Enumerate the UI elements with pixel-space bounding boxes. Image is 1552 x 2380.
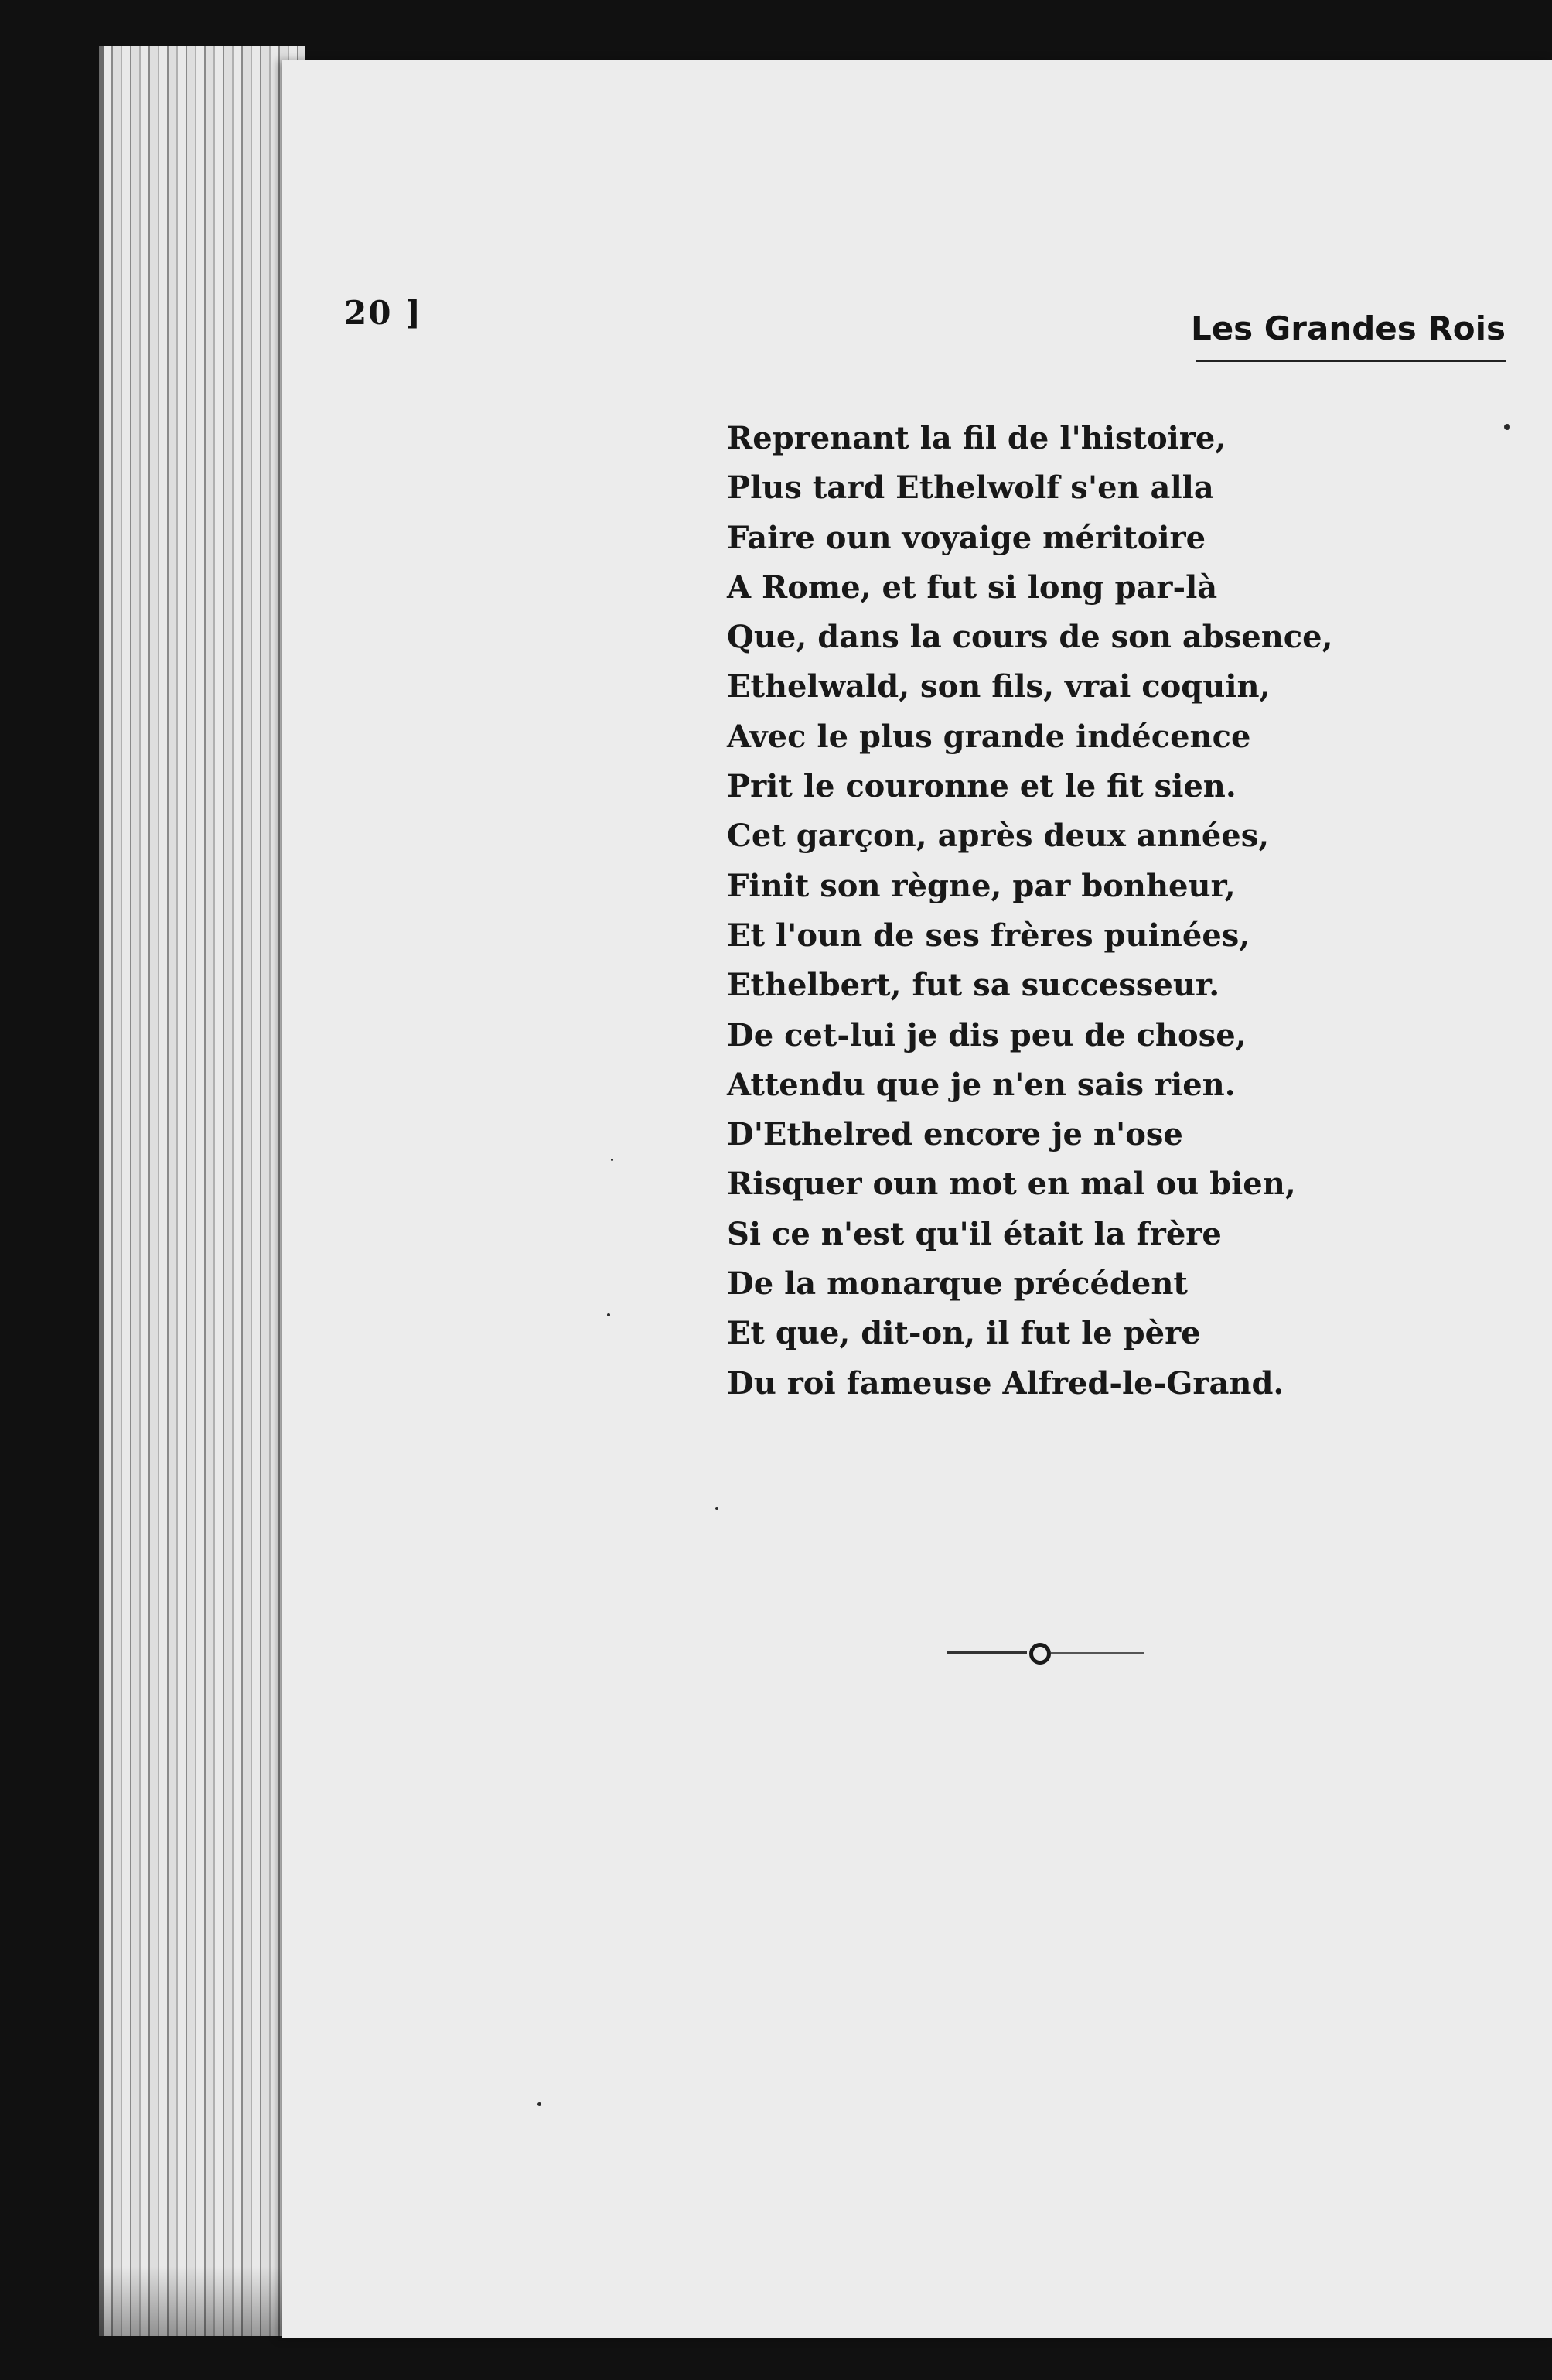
page-number: 20 ] bbox=[344, 294, 422, 332]
poem-line: Que, dans la cours de son absence, bbox=[727, 619, 1333, 656]
poem-line: Faire oun voyaige méritoire bbox=[727, 519, 1206, 556]
poem-line: Reprenant la fil de l'histoire, bbox=[727, 420, 1226, 456]
poem-text bbox=[727, 414, 1333, 1409]
poem-line: Attendu que je n'en sais rien. bbox=[727, 1066, 1236, 1103]
poem-line: Finit son règne, par bonheur, bbox=[727, 867, 1236, 904]
running-head: Les Grandes Rois bbox=[1190, 309, 1506, 347]
poem-line: Et que, dit-on, il fut le père bbox=[727, 1315, 1201, 1352]
poem-line: De cet-lui je dis peu de chose, bbox=[727, 1016, 1247, 1053]
poem-line: De la monarque précédent bbox=[727, 1265, 1188, 1303]
ornament-rule-right bbox=[1051, 1652, 1144, 1654]
poem-line: Risquer oun mot en mal ou bien, bbox=[727, 1166, 1296, 1203]
section-end-ornament bbox=[947, 1638, 1144, 1666]
page-edge-shadow bbox=[99, 2266, 308, 2336]
poem-line: Avec le plus grande indécence bbox=[727, 718, 1251, 755]
poem-line: Si ce n'est qu'il était la frère bbox=[727, 1215, 1222, 1252]
poem-line: Prit le couronne et le fit sien. bbox=[727, 768, 1236, 805]
book-page-edges bbox=[99, 46, 305, 2336]
poem-line: D'Ethelred encore je n'ose bbox=[727, 1116, 1183, 1153]
poem-line: Plus tard Ethelwolf s'en alla bbox=[727, 470, 1214, 507]
poem-line: A Rome, et fut si long par-là bbox=[727, 569, 1218, 606]
poem-line: Ethelbert, fut sa successeur. bbox=[727, 967, 1220, 1004]
ornament-circle-icon bbox=[1029, 1643, 1051, 1665]
poem-line: Du roi fameuse Alfred-le-Grand. bbox=[727, 1364, 1284, 1402]
poem-line: Ethelwald, son fils, vrai coquin, bbox=[727, 668, 1271, 705]
poem-line: Cet garçon, après deux années, bbox=[727, 818, 1270, 855]
running-head-rule bbox=[1196, 360, 1506, 362]
ornament-rule-left bbox=[947, 1651, 1027, 1654]
poem-line: Et l'oun de ses frères puinées, bbox=[727, 917, 1250, 954]
